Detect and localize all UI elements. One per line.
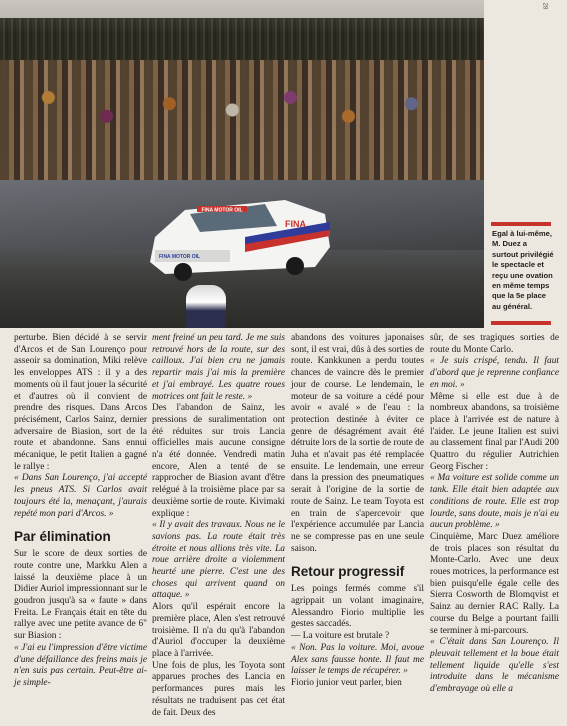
- door-text: FINA: [285, 219, 306, 229]
- paragraph: Fiorio junior veut parler, bien: [291, 677, 402, 688]
- paragraph: Sur le score de deux sorties de route contre une, Markku Alen a laissé la deuxième place à un Didier Auriol impressionnant sur le goudron jusqu'à sa « faute » dans Freita. Le Français était en tête du rallye avec une petite avance de 6" sur Biasion :: [14, 549, 147, 642]
- caption-rule-bottom: [491, 321, 551, 325]
- section-heading: Retour progressif: [291, 564, 405, 580]
- marshal-figure: [186, 285, 226, 328]
- paragraph: Alors qu'il espérait encore la première place, Alen s'est retrouvé troisième. Il n'a du qu'à l'abandon d'Auriol d'occuper la deuxième place à l'arrivée.: [152, 602, 285, 659]
- quote: « C'était dans San Lourenço. Il pleuvait tellement et la boue était tellement liquide qu'elle s'est introduite dans le mécanisme d'embrayage où elle a: [430, 637, 559, 695]
- rally-car: [145, 192, 335, 282]
- paragraph: Même si elle est due à de nombreux abandons, sa troisième place à l'arrivée est de nature à l'aider. Le jeune Italien est suivi au classement final par l'Audi 200 Quattro du régulier Autrichien Georg Fischer :: [430, 391, 559, 472]
- text-column-4: [430, 333, 559, 696]
- spectator-crowd: [0, 60, 484, 185]
- quote: « Il y avait des travaux. Nous ne le savions pas. La route était très étroite et nous allions très vite. La roue arrière droite a violemment heurté une pierre. C'est une des choses qui arrivent quand on attaque. »: [152, 520, 285, 601]
- windshield-banner: FINA MOTOR OIL: [201, 207, 243, 214]
- quote: « Je suis crispé, tendu. Il faut d'abord que je reprenne confiance en moi. »: [430, 356, 559, 390]
- quote: « Ma voiture est solide comme un tank. Elle était bien adaptée aux conditions de route. Elle est trop lourde, sans doute, mais je n'ai eu aucun problème. »: [430, 473, 559, 531]
- photo-caption: Egal à lui-même, M. Duez a surtout privilégié le spectacle et reçu une ovation en même temps que la 5e place au général.: [492, 229, 554, 311]
- text-column-2: [152, 333, 285, 719]
- paragraph: Une fois de plus, les Toyota sont apparues proches des Lancia en performances pures mais les résultats ne traduisent pas cet état de fait. Deux des: [152, 660, 285, 718]
- caption-rule-top: [491, 222, 551, 226]
- paragraph: Des l'abandon de Sainz, les pressions de suralimentation ont été réduites sur trois Lancia officielles mais aucune consigne n'a été donnée. Vendredi matin encore, Alen a tenté de se rapprocher de Biasion avant d'être relégué à la troisième place par sa deuxième sortie de route. Kivimaki explique :: [152, 403, 285, 519]
- quote: « J'ai eu l'impression d'être victime d'une défaillance des freins mais je n'en suis pas certain. Peut-être ai-je simple-: [14, 642, 147, 688]
- page-folio: 28: [541, 2, 548, 10]
- rally-photo: [0, 0, 484, 328]
- quote: ment freiné un peu tard. Je me suis retrouvé hors de la route, sur des cailloux. J'ai bien cru ne jamais repartir mais j'ai mis la première et j'ai embrayé. Les quatre roues motrices ont fait le reste. »: [152, 333, 285, 402]
- quote: « Dans San Lourenço, j'ai accepté les pneus ATS. Si Carlos avait toujours été la, menaçant, j'aurais repété mon pari d'Arcos. »: [14, 473, 147, 519]
- quote: « Non. Pas la voiture. Moi, avoue Alex sans fausse honte. Il faut me laisser le temps de récupérer. »: [291, 642, 424, 677]
- text-column-1: [14, 333, 147, 690]
- section-heading: Par élimination: [14, 529, 111, 545]
- hood-text: FINA MOTOR OIL: [159, 254, 201, 260]
- paragraph: — La voiture est brutale ?: [291, 631, 390, 642]
- paragraph: Cinquième, Marc Duez améliore de trois places son résultat du Monte-Carlo. Avec une deux roues motrices, la performance est bien puisqu'elle égale celle des Sierra Cosworth de Blomqvist et Sainz au dernier RAC Rally. La course du Belge a pourtant failli se terminer à mi-parcours.: [430, 531, 559, 636]
- text-column-3: [291, 333, 424, 690]
- paragraph: Les poings fermés comme s'il agrippait un volant imaginaire, Alessandro Fiorio multiplie les gestes saccadés.: [291, 584, 424, 630]
- paragraph: perturbe. Bien décidé à se servir d'Arcos et de San Lourenço pour asseoir sa domination, Miki relève les enveloppes ATS : il y a des moments où il faut jouer la sécurité et d'autres où il convient de prendre des risques. Dans Arcos précisément, Carlos Sainz, dernier adversaire de Biasion, sort de la route et abandonne. Sans ennui mécanique, le petit Italien a gagné le rallye :: [14, 333, 147, 472]
- paragraph: sûr, de ses tragiques sorties de route du Monte Carlo.: [430, 333, 559, 355]
- paragraph: abandons des voitures japonaises sont, il est vrai, dûs à des sorties de route. Kankkunen a perdu toutes chances de vaincre dès le premier jour de course. Le lendemain, le moteur de sa voiture a cédé pour avoir « avalé » de l'eau : la protection destinée à éviter ce genre de désagrément avait été détruite lors de la sortie de route de Juha et n'avait pas été remplacée ensuite. Le lendemain, une erreur dans la pression des pneumatiques serait à l'origine de la sortie de route de Sainz. Le team Toyota est en train de s'apercevoir que l'expérience accumulée par Lancia ne se compresse pas en une seule saison.: [291, 333, 424, 554]
